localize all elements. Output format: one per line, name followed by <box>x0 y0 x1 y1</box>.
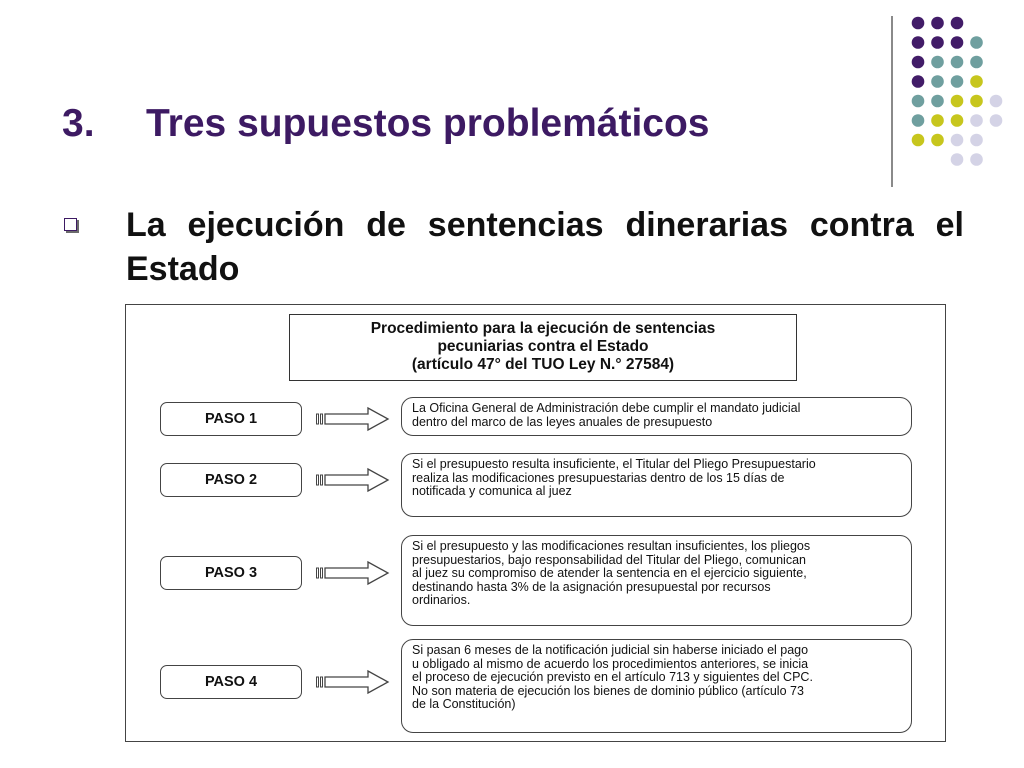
slide-number: 3. <box>62 102 95 145</box>
step-description-line: No son materia de ejecución los bienes de dominio público (artículo 73 <box>412 683 804 698</box>
title-divider-line <box>891 16 893 187</box>
step-description-1 <box>401 397 912 436</box>
step-description-2 <box>401 453 912 517</box>
step-description-line: La Oficina General de Administración debe cumplir el mandato judicial <box>412 401 801 415</box>
step-description-line: Si pasan 6 meses de la notificación judicial sin haberse iniciado el pago <box>412 643 809 657</box>
step-description-line: ordinarios. <box>412 593 471 607</box>
decorative-dot <box>970 153 983 166</box>
decorative-dot <box>931 95 944 108</box>
step-description-line: notificada y comunica al juez <box>412 484 572 498</box>
decorative-dot <box>990 114 1003 127</box>
decorative-dot <box>912 36 925 49</box>
square-bullet-icon <box>64 218 77 231</box>
decorative-dot <box>912 75 925 88</box>
decorative-dot <box>951 75 964 88</box>
decorative-dot <box>912 134 925 147</box>
step-box-1: PASO 1 <box>160 402 302 436</box>
step-description-line: presupuestarios, bajo responsabilidad del Titular del Pliego, comunican <box>412 552 806 567</box>
slide-title <box>62 102 710 146</box>
decorative-dot <box>912 95 925 108</box>
decorative-dot <box>951 36 964 49</box>
step-box-2: PASO 2 <box>160 463 302 497</box>
decorative-dot <box>912 56 925 69</box>
decorative-dot <box>951 114 964 127</box>
step-description-line: al juez su compromiso de atender la sentencia en el ejercicio siguiente, <box>412 566 807 580</box>
striped-right-arrow-icon <box>316 669 390 695</box>
step-description-line: dentro del marco de las leyes anuales de presupuesto <box>412 414 713 429</box>
striped-right-arrow-icon <box>316 406 390 432</box>
flowchart-title-line: Procedimiento para la ejecución de sentencias <box>370 320 716 337</box>
decorative-dot-grid <box>0 0 1024 180</box>
step-description-line: realiza las modificaciones presupuestarias dentro de los 15 días de <box>412 470 785 485</box>
decorative-dot <box>970 36 983 49</box>
decorative-dot <box>931 17 944 30</box>
decorative-dot <box>931 134 944 147</box>
flowchart-title-line: pecuniarias contra el Estado <box>437 338 649 355</box>
decorative-dot <box>951 153 964 166</box>
step-description-4 <box>401 639 912 733</box>
step-box-3: PASO 3 <box>160 556 302 590</box>
slide-title-text: Tres supuestos problemáticos <box>146 102 710 145</box>
decorative-dot <box>970 95 983 108</box>
step-box-4: PASO 4 <box>160 665 302 699</box>
flowchart-title <box>289 314 797 381</box>
bullet-text: La ejecución de sentencias dinerarias contra el Estado <box>126 206 964 288</box>
decorative-dot <box>970 75 983 88</box>
decorative-dot <box>931 36 944 49</box>
striped-right-arrow-icon <box>316 560 390 586</box>
flowchart-title-line: (artículo 47° del TUO Ley N.° 27584) <box>411 356 675 373</box>
decorative-dot <box>951 134 964 147</box>
step-description-line: de la Constitución) <box>412 697 516 711</box>
decorative-dot <box>970 56 983 69</box>
decorative-dot <box>951 17 964 30</box>
decorative-dot <box>912 17 925 30</box>
step-description-3 <box>401 535 912 626</box>
step-description-line: u obligado al mismo de acuerdo los procedimientos anteriores, se inicia <box>412 656 809 671</box>
decorative-dot <box>931 114 944 127</box>
decorative-dot <box>951 56 964 69</box>
flowchart-figure <box>125 304 946 742</box>
decorative-dot <box>990 95 1003 108</box>
step-description-line: el proceso de ejecución previsto en el artículo 713 y siguientes del CPC. <box>412 670 813 684</box>
step-description-line: Si el presupuesto resulta insuficiente, el Titular del Pliego Presupuestario <box>412 457 816 471</box>
decorative-dot <box>970 114 983 127</box>
decorative-dot <box>931 56 944 69</box>
step-description-line: destinando hasta 3% de la asignación presupuestal por recursos <box>412 579 771 594</box>
decorative-dot <box>912 114 925 127</box>
step-description-line: Si el presupuesto y las modificaciones resultan insuficientes, los pliegos <box>412 539 811 553</box>
decorative-dot <box>970 134 983 147</box>
decorative-dot <box>951 95 964 108</box>
decorative-dot <box>931 75 944 88</box>
striped-right-arrow-icon <box>316 467 390 493</box>
